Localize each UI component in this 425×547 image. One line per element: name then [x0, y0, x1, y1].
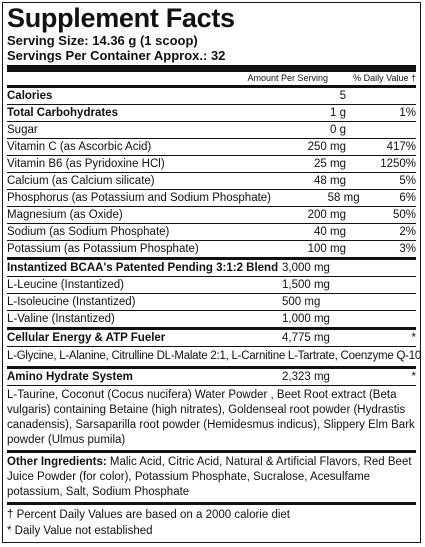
- nutrient-row: [7, 172, 416, 189]
- bcaa-name: Instantized BCAA's Patented Pending 3:1:2 Blend: [7, 262, 279, 274]
- nutrient-dv: 1250%: [380, 158, 416, 170]
- nutrient-row: [7, 138, 416, 155]
- nutrient-amount: 40 mg: [314, 226, 346, 238]
- nutrient-amount: 5: [339, 90, 346, 102]
- nutrient-name: Calories: [7, 90, 53, 102]
- nutrient-amount: 200 mg: [307, 209, 346, 221]
- nutrient-amount: 48 mg: [314, 175, 346, 187]
- bcaa-amount: 3,000 mg: [282, 262, 330, 274]
- nutrient-rows: [7, 88, 416, 257]
- footnote-dv: † Percent Daily Values are based on a 2000 calorie diet: [7, 509, 290, 521]
- nutrient-dv: 5%: [399, 175, 416, 187]
- nutrient-row: [7, 223, 416, 240]
- cellular-ingredients: L-Glycine, L-Alanine, Citrulline DL-Malate 2:1, L-Carnitine L-Tartrate, Coenzyme Q-10: [7, 350, 422, 362]
- nutrient-amount: 100 mg: [307, 243, 346, 255]
- amino-blend-row: [7, 369, 416, 385]
- bcaa-item-row: [7, 310, 416, 327]
- medium-divider: [7, 502, 416, 505]
- nutrient-amount: 58 mg: [327, 192, 360, 204]
- nutrient-amount: 25 mg: [314, 158, 346, 170]
- nutrient-dv: 50%: [392, 209, 416, 221]
- supplement-facts-panel: [2, 2, 421, 543]
- footnote-not-established: * Daily Value not established: [7, 525, 153, 537]
- nutrient-row: [7, 206, 416, 223]
- thick-divider: [7, 65, 416, 72]
- bcaa-item-name: L-Valine (Instantized): [7, 313, 115, 325]
- nutrient-name: Magnesium (as Oxide): [7, 209, 123, 221]
- amino-mark: *: [411, 371, 416, 383]
- nutrient-dv: 2%: [399, 226, 416, 238]
- nutrient-dv: 417%: [386, 141, 416, 153]
- serving-size: Serving Size: 14.36 g (1 scoop): [7, 33, 198, 48]
- bcaa-item-amount: 500 mg: [282, 296, 321, 308]
- column-header: [7, 72, 416, 85]
- nutrient-name: Sugar: [7, 124, 38, 136]
- cellular-amount: 4,775 mg: [282, 332, 330, 344]
- other-ingredients: [7, 453, 416, 502]
- cellular-mark: *: [411, 332, 416, 344]
- nutrient-name: Total Carbohydrates: [7, 107, 118, 119]
- amino-amount: 2,323 mg: [282, 371, 330, 383]
- nutrient-name: Calcium (as Calcium silicate): [7, 175, 155, 187]
- bcaa-items: [7, 276, 416, 327]
- nutrient-row: [7, 88, 416, 104]
- nutrient-dv: 1%: [399, 107, 416, 119]
- nutrient-name: Vitamin B6 (as Pyridoxine HCl): [7, 158, 165, 170]
- dv-header: % Daily Value †: [353, 73, 416, 83]
- servings-per-container: Servings Per Container Approx.: 32: [7, 48, 226, 63]
- nutrient-dv: 3%: [399, 243, 416, 255]
- bcaa-item-row: [7, 293, 416, 310]
- nutrient-name: Phosphorus (as Potassium and Sodium Phosphate): [7, 192, 272, 204]
- cellular-blend-row: [7, 330, 416, 346]
- bcaa-item-name: L-Isoleucine (Instantized): [7, 296, 136, 308]
- nutrient-amount: 250 mg: [307, 141, 346, 153]
- other-label: Other Ingredients:: [7, 456, 107, 468]
- nutrient-row: [7, 155, 416, 172]
- bcaa-item-amount: 1,500 mg: [282, 279, 330, 291]
- nutrient-row: [7, 189, 416, 206]
- amount-header: Amount Per Serving: [247, 73, 328, 83]
- amino-ingredients: L-Taurine, Coconut (Cocus nucifera) Water Powder , Beet Root extract (Beta vulgaris) containing Betaine (high nitrates), Goldenseal root powder (Hydrastis canadensis), Sarsaparilla root powder (Hemidesmus indicus), Slippery Elm Bark powder (Ulmus pumila): [7, 389, 415, 446]
- bcaa-item-row: [7, 276, 416, 293]
- cellular-name: Cellular Energy & ATP Fueler: [7, 332, 166, 344]
- nutrient-row: [7, 121, 416, 138]
- nutrient-row: [7, 104, 416, 121]
- other-text: Malic Acid, Citric Acid, Natural & Artificial Flavors, Red Beet Juice Powder (for color), Potassium Phosphate, Sucralose, Acesulfame potassium, Salt, Sodium Phosphate: [7, 456, 412, 498]
- bcaa-item-name: L-Leucine (Instantized): [7, 279, 124, 291]
- amino-name: Amino Hydrate System: [7, 371, 133, 383]
- nutrient-row: [7, 240, 416, 257]
- panel-title: Supplement Facts: [7, 3, 235, 33]
- nutrient-name: Vitamin C (as Ascorbic Acid): [7, 141, 152, 153]
- bcaa-blend-row: [7, 260, 416, 276]
- nutrient-dv: 6%: [399, 192, 416, 204]
- nutrient-amount: 1 g: [330, 107, 346, 119]
- nutrient-name: Sodium (as Sodium Phosphate): [7, 226, 170, 238]
- nutrient-name: Potassium (as Potassium Phosphate): [7, 243, 199, 255]
- panel-content: [7, 3, 422, 539]
- nutrient-amount: 0 g: [330, 124, 346, 136]
- bcaa-item-amount: 1,000 mg: [282, 313, 330, 325]
